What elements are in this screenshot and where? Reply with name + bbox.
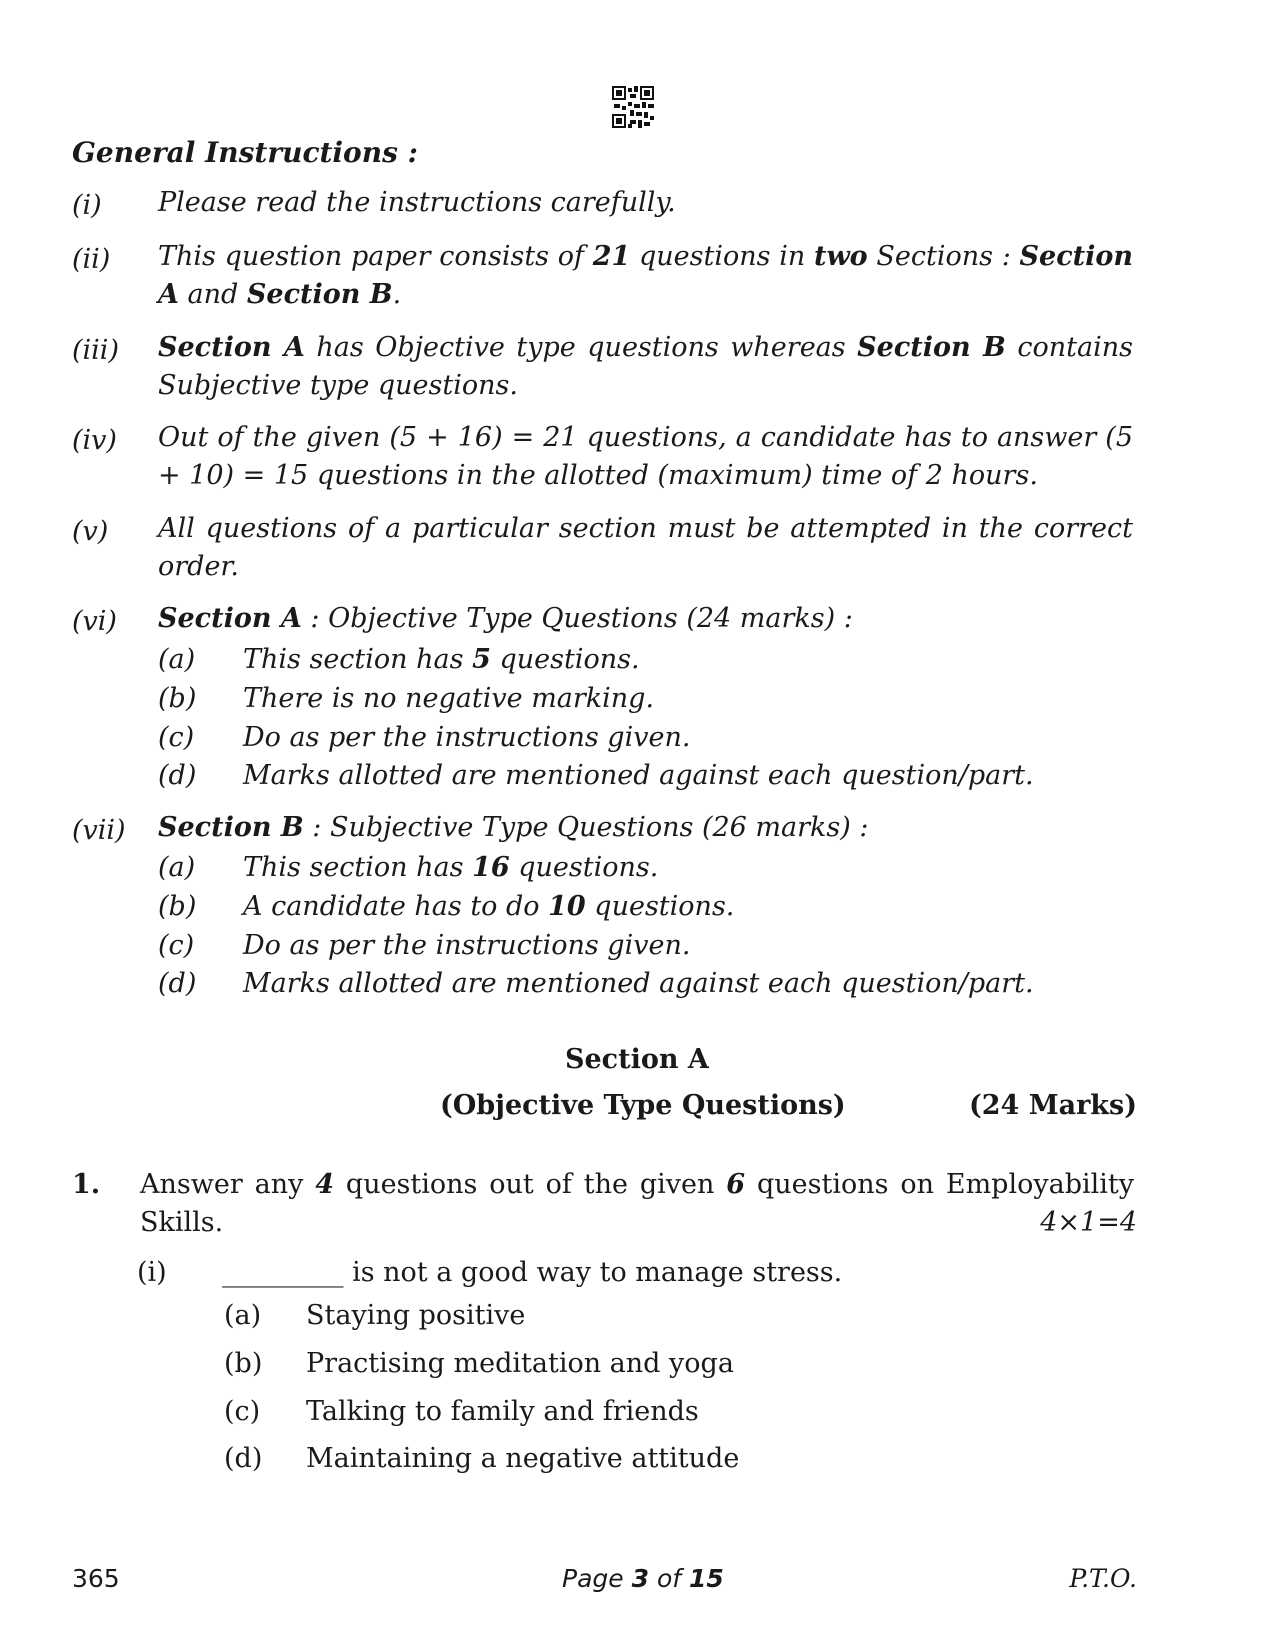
instruction-text: Out of the given (5 + 16) = 21 questions, a candidate has to answer (5 + 10) = 15 questions in the allotted (maximum) time of 2 hours. bbox=[158, 422, 1133, 491]
general-instructions-heading: General Instructions : bbox=[72, 136, 418, 169]
option-label: (c) bbox=[224, 1396, 261, 1427]
sub-item-label: (a) bbox=[158, 644, 196, 675]
instruction-text: This question paper consists of 21 questions in two Sections : Section A and Section B. bbox=[158, 241, 1134, 310]
instruction-text: Section A has Objective type questions whereas Section B contains Subjective type questions. bbox=[158, 332, 1133, 401]
section-subtitle: (Objective Type Questions) bbox=[440, 1090, 846, 1121]
qr-code-icon bbox=[612, 86, 654, 128]
sub-item-label: (c) bbox=[158, 722, 195, 753]
option-label: (d) bbox=[224, 1443, 263, 1474]
sub-item-label: (c) bbox=[158, 930, 195, 961]
sub-item-label: (b) bbox=[158, 683, 197, 714]
page-number: Page 3 of 15 bbox=[562, 1564, 724, 1593]
sub-item-label: (a) bbox=[158, 852, 196, 883]
sub-question-number: (i) bbox=[137, 1257, 167, 1288]
sub-item-text: Marks allotted are mentioned against each question/part. bbox=[243, 760, 1034, 791]
instruction-text: Section A : Objective Type Questions (24 marks) : bbox=[158, 603, 853, 634]
sub-item-text: Marks allotted are mentioned against each question/part. bbox=[243, 968, 1034, 999]
instruction-number: (v) bbox=[72, 516, 109, 547]
question-text: Answer any 4 questions out of the given 6 questions on Employability Skills. bbox=[140, 1169, 1134, 1238]
sub-item-text: Do as per the instructions given. bbox=[243, 722, 691, 753]
sub-item-label: (d) bbox=[158, 968, 197, 999]
sub-question-text: _________ is not a good way to manage stress. bbox=[222, 1257, 843, 1288]
option-text: Maintaining a negative attitude bbox=[306, 1443, 740, 1474]
instruction-number: (iii) bbox=[72, 335, 119, 366]
paper-code: 365 bbox=[72, 1564, 120, 1593]
option-label: (a) bbox=[224, 1300, 262, 1331]
pto-label: P.T.O. bbox=[1069, 1564, 1137, 1593]
option-text: Talking to family and friends bbox=[306, 1396, 699, 1427]
instruction-number: (iv) bbox=[72, 425, 117, 456]
section-marks: (24 Marks) bbox=[968, 1090, 1137, 1121]
option-label: (b) bbox=[224, 1348, 263, 1379]
sub-item-text: This section has 5 questions. bbox=[243, 644, 640, 675]
sub-item-text: A candidate has to do 10 questions. bbox=[243, 891, 735, 922]
sub-item-label: (d) bbox=[158, 760, 197, 791]
sub-item-text: Do as per the instructions given. bbox=[243, 930, 691, 961]
instruction-number: (ii) bbox=[72, 244, 111, 275]
instruction-number: (i) bbox=[72, 190, 102, 221]
instruction-text: Please read the instructions carefully. bbox=[158, 187, 676, 218]
instruction-number: (vi) bbox=[72, 606, 117, 637]
question-marks: 4×1=4 bbox=[1040, 1207, 1137, 1238]
sub-item-text: This section has 16 questions. bbox=[243, 852, 659, 883]
instruction-text: Section B : Subjective Type Questions (26 marks) : bbox=[158, 812, 869, 843]
instruction-number: (vii) bbox=[72, 815, 126, 846]
instruction-text: All questions of a particular section must be attempted in the correct order. bbox=[158, 513, 1133, 582]
section-title: Section A bbox=[565, 1044, 709, 1075]
sub-item-label: (b) bbox=[158, 891, 197, 922]
option-text: Practising meditation and yoga bbox=[306, 1348, 734, 1379]
option-text: Staying positive bbox=[306, 1300, 526, 1331]
question-number: 1. bbox=[72, 1169, 101, 1200]
sub-item-text: There is no negative marking. bbox=[243, 683, 655, 714]
